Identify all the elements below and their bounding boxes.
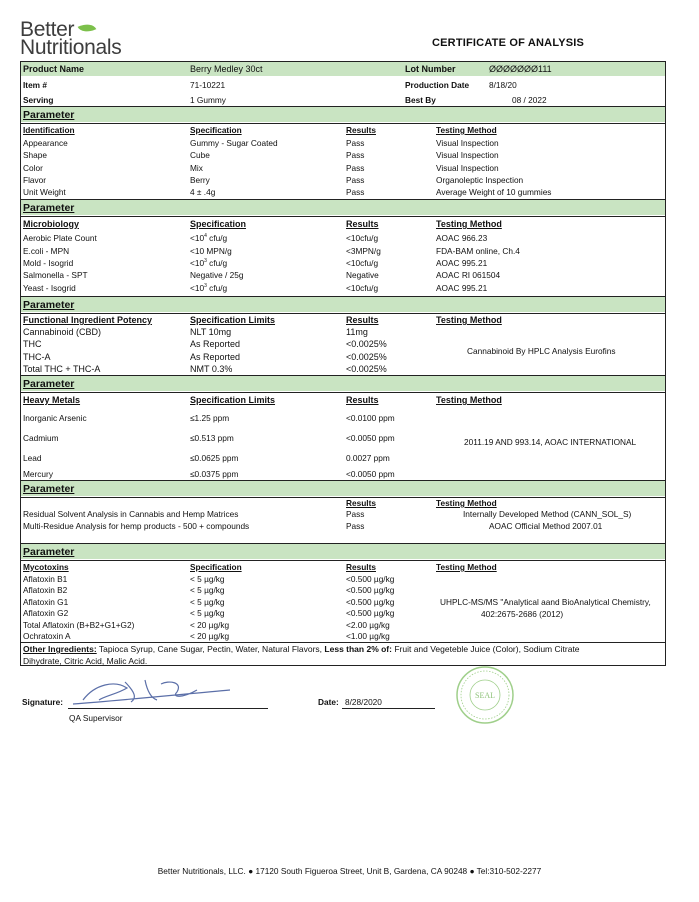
header-band bbox=[21, 62, 665, 76]
section-band-mycotoxins bbox=[21, 544, 665, 559]
best-by-value: 08 / 2022 bbox=[512, 95, 547, 105]
table-row-arsenic: Inorganic Arsenic bbox=[23, 413, 87, 423]
spec-cell: < 5 µg/kg bbox=[190, 597, 225, 607]
signature-label: Signature: bbox=[22, 697, 64, 707]
col-header-testing-method: Testing Method bbox=[436, 125, 497, 135]
parameter-heading: Parameter bbox=[23, 299, 75, 311]
spec-cell: NLT 10mg bbox=[190, 327, 232, 337]
method-cell: AOAC 995.21 bbox=[436, 283, 488, 293]
table-row-aflatoxin-g1: Aflatoxin G1 bbox=[23, 597, 69, 607]
col-header-mycotoxins: Mycotoxins bbox=[23, 562, 69, 572]
col-header-results: Results bbox=[346, 498, 376, 508]
parameter-heading: Parameter bbox=[23, 378, 75, 390]
method-cell: AOAC Official Method 2007.01 bbox=[489, 521, 603, 531]
table-row-total-aflatoxin: Total Aflatoxin (B+B2+G1+G2) bbox=[23, 620, 135, 630]
spec-cell: Cube bbox=[190, 150, 210, 160]
col-header-heavy-metals: Heavy Metals bbox=[23, 395, 81, 405]
col-header-testing-method: Testing Method bbox=[436, 219, 502, 229]
logo-text-nutritionals: Nutritionals bbox=[20, 36, 122, 59]
result-cell: <0.0100 ppm bbox=[346, 413, 395, 423]
table-row-ecoli: E.coli - MPN bbox=[23, 246, 70, 256]
spec-cell: < 20 µg/kg bbox=[190, 631, 230, 641]
table-row-aflatoxin-g2: Aflatoxin G2 bbox=[23, 608, 69, 618]
result-cell: <0.0050 ppm bbox=[346, 469, 395, 479]
result-cell: <10cfu/g bbox=[346, 233, 379, 243]
signature-scribble bbox=[65, 670, 235, 710]
spec-cell: NMT 0.3% bbox=[190, 364, 233, 374]
method-cell: FDA-BAM online, Ch.4 bbox=[436, 246, 520, 256]
result-cell: Negative bbox=[346, 270, 379, 280]
table-row-unit-weight: Unit Weight bbox=[23, 187, 66, 197]
method-cell: Internally Developed Method (CANN_SOL_S) bbox=[463, 509, 632, 519]
result-cell: <0.500 µg/kg bbox=[346, 574, 395, 584]
item-value: 71-10221 bbox=[190, 80, 226, 90]
result-cell: <0.0025% bbox=[346, 339, 387, 349]
parameter-heading: Parameter bbox=[23, 109, 75, 121]
result-cell: <0.500 µg/kg bbox=[346, 608, 395, 618]
section-band-functional bbox=[21, 297, 665, 312]
section-band-heavy-metals bbox=[21, 376, 665, 391]
result-cell: <0.500 µg/kg bbox=[346, 585, 395, 595]
spec-cell: Berry bbox=[190, 175, 210, 185]
col-header-specification: Specification bbox=[190, 125, 242, 135]
table-row-thca: THC-A bbox=[23, 352, 51, 362]
leaf-icon bbox=[78, 20, 97, 36]
spec-cell: ≤1.25 ppm bbox=[190, 413, 230, 423]
table-row-appearance: Appearance bbox=[23, 138, 68, 148]
result-cell: Pass bbox=[346, 138, 365, 148]
table-row-flavor: Flavor bbox=[23, 175, 47, 185]
parameter-heading: Parameter bbox=[23, 546, 75, 558]
parameter-heading: Parameter bbox=[23, 483, 75, 495]
col-header-results: Results bbox=[346, 125, 376, 135]
method-cell: Visual Inspection bbox=[436, 150, 499, 160]
logo-text-better: Better bbox=[20, 18, 75, 41]
document-title: CERTIFICATE OF ANALYSIS bbox=[432, 37, 585, 49]
parameter-heading: Parameter bbox=[23, 202, 75, 214]
spec-cell: As Reported bbox=[190, 339, 241, 349]
table-row-multi-residue: Multi-Residue Analysis for hemp products - 500 + compounds bbox=[23, 521, 250, 531]
col-header-specification: Specification bbox=[190, 219, 247, 229]
footer-address: Better Nutritionals, LLC. ● 17120 South Figueroa Street, Unit B, Gardena, CA 90248 ● Tel:310-502-2277 bbox=[157, 866, 542, 876]
method-cell: AOAC RI 061504 bbox=[436, 270, 501, 280]
result-cell: Pass bbox=[346, 187, 365, 197]
col-header-testing-method: Testing Method bbox=[436, 395, 502, 405]
result-cell: <3MPN/g bbox=[346, 246, 381, 256]
result-cell: <2.00 µg/kg bbox=[346, 620, 390, 630]
spec-cell: < 5 µg/kg bbox=[190, 608, 225, 618]
table-row-residual-solvent: Residual Solvent Analysis in Cannabis and Hemp Matrices bbox=[23, 509, 239, 519]
spec-cell: As Reported bbox=[190, 352, 241, 362]
method-cell: AOAC 995.21 bbox=[436, 258, 488, 268]
col-header-testing-method: Testing Method bbox=[436, 562, 497, 572]
table-row-yeast: Yeast - Isogrid bbox=[23, 283, 76, 293]
coa-table-frame bbox=[20, 61, 666, 666]
spec-cell: < 5 µg/kg bbox=[190, 574, 225, 584]
col-header-results: Results bbox=[346, 219, 379, 229]
col-header-testing-method: Testing Method bbox=[436, 315, 502, 325]
col-header-functional: Functional Ingredient Potency bbox=[23, 315, 153, 325]
method-cell: Visual Inspection bbox=[436, 163, 499, 173]
col-header-testing-method: Testing Method bbox=[436, 498, 497, 508]
section-band-microbiology bbox=[21, 200, 665, 215]
table-row-color: Color bbox=[23, 163, 43, 173]
section-band-solvents bbox=[21, 481, 665, 496]
table-row-aerobic: Aerobic Plate Count bbox=[23, 233, 97, 243]
result-cell: 0.0027 ppm bbox=[346, 453, 390, 463]
lot-label: Lot Number bbox=[405, 64, 456, 74]
table-row-shape: Shape bbox=[23, 150, 47, 160]
product-label: Product Name bbox=[23, 64, 85, 74]
table-row-mercury: Mercury bbox=[23, 469, 53, 479]
method-cell: Visual Inspection bbox=[436, 138, 499, 148]
result-cell: <0.500 µg/kg bbox=[346, 597, 395, 607]
table-row-cadmium: Cadmium bbox=[23, 433, 59, 443]
spec-cell: 4 ± .4g bbox=[190, 187, 216, 197]
table-row-salmonella: Salmonella - SPT bbox=[23, 270, 88, 280]
other-ingredients-line2: Dihydrate, Citric Acid, Malic Acid. bbox=[23, 656, 148, 666]
production-date-value: 8/18/20 bbox=[489, 80, 517, 90]
spec-cell: < 5 µg/kg bbox=[190, 585, 225, 595]
method-cell: Average Weight of 10 gummies bbox=[436, 187, 552, 197]
result-cell: 11mg bbox=[346, 327, 368, 337]
result-cell: <10cfu/g bbox=[346, 283, 379, 293]
mycotoxin-method-line1: UHPLC-MS/MS "Analytical aand BioAnalytical Chemistry, bbox=[440, 597, 651, 607]
spec-cell: ≤0.513 ppm bbox=[190, 433, 234, 443]
best-by-label: Best By bbox=[405, 95, 436, 105]
item-label: Item # bbox=[23, 80, 47, 90]
table-row-mold: Mold - Isogrid bbox=[23, 258, 74, 268]
result-cell: <0.0025% bbox=[346, 352, 387, 362]
qa-supervisor-label: QA Supervisor bbox=[69, 713, 123, 723]
col-header-specification-limits: Specification Limits bbox=[190, 315, 276, 325]
result-cell: <10cfu/g bbox=[346, 258, 379, 268]
mycotoxin-method-line2: 402:2675-2686 (2012) bbox=[481, 609, 564, 619]
result-cell: Pass bbox=[346, 163, 365, 173]
serving-label: Serving bbox=[23, 95, 54, 105]
col-header-results: Results bbox=[346, 395, 379, 405]
spec-cell: Negative / 25g bbox=[190, 270, 244, 280]
table-row-thc: THC bbox=[23, 339, 42, 349]
col-header-specification: Specification bbox=[190, 562, 242, 572]
spec-cell: ≤0.0625 ppm bbox=[190, 453, 239, 463]
result-cell: <0.0025% bbox=[346, 364, 387, 374]
serving-value: 1 Gummy bbox=[190, 95, 226, 105]
table-row-aflatoxin-b2: Aflatoxin B2 bbox=[23, 585, 68, 595]
col-header-specification-limits: Specification Limits bbox=[190, 395, 276, 405]
heavy-metals-method: 2011.19 AND 993.14, AOAC INTERNATIONAL bbox=[464, 437, 637, 447]
section-band-identification bbox=[21, 107, 665, 122]
result-cell: <0.0050 ppm bbox=[346, 433, 395, 443]
result-cell: Pass bbox=[346, 175, 365, 185]
col-header-results: Results bbox=[346, 315, 379, 325]
col-header-identification: Identification bbox=[23, 125, 75, 135]
col-header-results: Results bbox=[346, 562, 376, 572]
spec-cell: <10 MPN/g bbox=[190, 246, 232, 256]
method-cell: Organoleptic Inspection bbox=[436, 175, 524, 185]
production-date-label: Production Date bbox=[405, 80, 470, 90]
table-row-aflatoxin-b1: Aflatoxin B1 bbox=[23, 574, 68, 584]
result-cell: <1.00 µg/kg bbox=[346, 631, 390, 641]
table-row-total-thc: Total THC + THC-A bbox=[23, 364, 101, 374]
lot-value: ØØØØØØØ111 bbox=[489, 64, 552, 74]
spec-cell: < 20 µg/kg bbox=[190, 620, 230, 630]
table-row-cbd: Cannabinoid (CBD) bbox=[23, 327, 102, 337]
spec-cell: $<10^3$ cfu/g bbox=[190, 283, 228, 293]
col-header-microbiology: Microbiology bbox=[23, 219, 79, 229]
date-label: Date: bbox=[318, 697, 339, 707]
svg-text:SEAL: SEAL bbox=[475, 691, 495, 700]
spec-cell: ≤0.0375 ppm bbox=[190, 469, 239, 479]
date-value: 8/28/2020 bbox=[345, 697, 382, 707]
table-row-lead: Lead bbox=[23, 453, 42, 463]
spec-cell: Mix bbox=[190, 163, 203, 173]
result-cell: Pass bbox=[346, 509, 365, 519]
spec-cell: Gummy - Sugar Coated bbox=[190, 138, 278, 148]
table-row-ochratoxin: Ochratoxin A bbox=[23, 631, 71, 641]
spec-cell: $<10^3$ cfu/g bbox=[190, 258, 228, 268]
corporate-seal-icon bbox=[455, 665, 515, 725]
product-value: Berry Medley 30ct bbox=[190, 64, 263, 74]
functional-method: Cannabinoid By HPLC Analysis Eurofins bbox=[467, 346, 616, 356]
other-ingredients-line1: Other Ingredients: Tapioca Syrup, Cane Sugar, Pectin, Water, Natural Flavors, Less than 2% of: Fruit and Vegeteble Juice (Color), Sodium Citrate bbox=[23, 644, 580, 654]
method-cell: AOAC 966.23 bbox=[436, 233, 488, 243]
result-cell: Pass bbox=[346, 150, 365, 160]
spec-cell: $<10^4$ cfu/g bbox=[190, 233, 228, 243]
result-cell: Pass bbox=[346, 521, 365, 531]
